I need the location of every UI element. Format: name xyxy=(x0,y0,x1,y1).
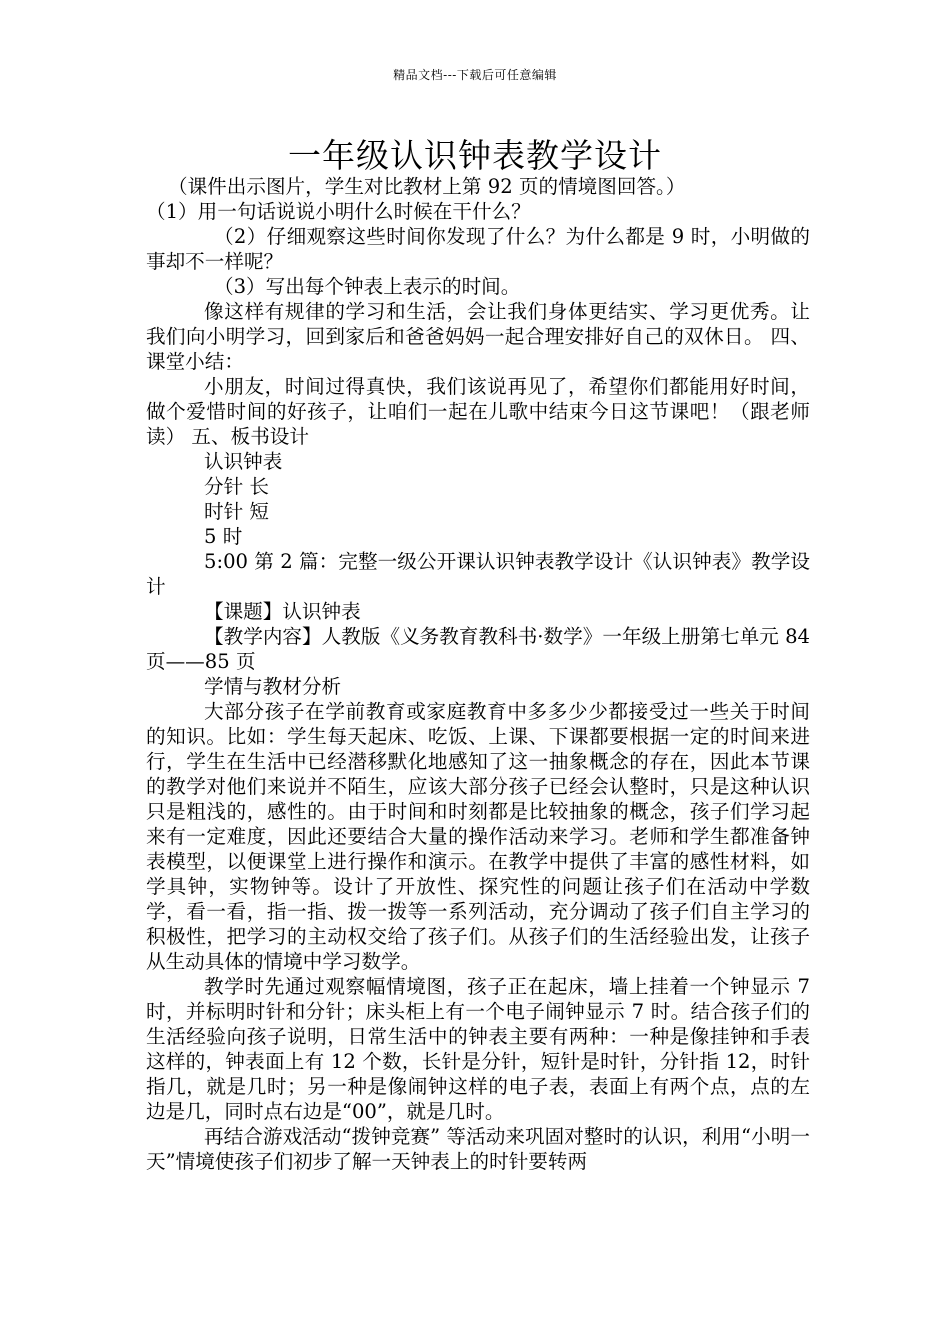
paragraph: 再结合游戏活动“拨钟竞赛” 等活动来巩固对整时的认识，利用“小明一天”情境使孩子们初步了解一天钟表上的时针要转两 xyxy=(146,1125,810,1173)
paragraph: （1）用一句话说说小明什么时候在干什么？ xyxy=(146,200,531,223)
paragraph: 【教学内容】人教版《义务教育教科书·数学》一年级上册第七单元 84 页——85 页 xyxy=(146,625,810,673)
paragraph: （课件出示图片，学生对比教材上第 92 页的情境图回答。） xyxy=(168,175,686,198)
paragraph: 教学时先通过观察幅情境图，孩子正在起床，墙上挂着一个钟显示 7 时，并标明时针和分针；床头柜上有一个电子闹钟显示 7 时。结合孩子们的生活经验向孩子说明，日常生活中的钟表主要有两种：一种是像挂钟和手表这样的，钟表面上有 12 个数，长针是分针，短针是时针，分针指 12，时针指几，就是几时；另一种是像闹钟这样的电子表，表面上有两个点，点的左边是几，同时点右边是“00”，就是几时。 xyxy=(146,975,810,1123)
paragraph: 像这样有规律的学习和生活，会让我们身体更结实、学习更优秀。让我们向小明学习，回到家后和爸爸妈妈一起合理安排好自己的双休日。 四、课堂小结： xyxy=(146,300,810,373)
paragraph: （2）仔细观察这些时间你发现了什么？为什么都是 9 时，小明做的事却不一样呢？ xyxy=(146,225,810,273)
paragraph: 认识钟表 xyxy=(204,450,283,473)
paragraph: 5 时 xyxy=(204,525,243,548)
paragraph: 【课题】认识钟表 xyxy=(204,600,361,623)
paragraph: （3）写出每个钟表上表示的时间。 xyxy=(214,275,521,298)
paragraph: 大部分孩子在学前教育或家庭教育中多多少少都接受过一些关于时间的知识。比如：学生每天起床、吃饭、上课、下课都要根据一定的时间来进行，学生在生活中已经潜移默化地感知了这一抽象概念的存在，因此本节课的教学对他们来说并不陌生，应该大部分孩子已经会认整时，只是这种认识只是粗浅的，感性的。由于时间和时刻都是比较抽象的概念，孩子们学习起来有一定难度，因此还要结合大量的操作活动来学习。老师和学生都准备钟表模型，以便课堂上进行操作和演示。在教学中提供了丰富的感性材料，如学具钟，实物钟等。设计了开放性、探究性的问题让孩子们在活动中学数学，看一看，指一指、拨一拨等一系列活动，充分调动了孩子们自主学习的积极性，把学习的主动权交给了孩子们。从孩子们的生活经验出发，让孩子从生动具体的情境中学习数学。 xyxy=(146,700,810,973)
paragraph: 时针 短 xyxy=(204,500,270,523)
paragraph: 学情与教材分析 xyxy=(204,675,342,698)
paragraph: 5:00 第 2 篇：完整一级公开课认识钟表教学设计《认识钟表》教学设计 xyxy=(146,550,810,598)
page-header: 精品文档---下载后可任意编辑 xyxy=(393,68,557,82)
document-body xyxy=(146,174,810,1174)
paragraph: 分针 长 xyxy=(204,475,270,498)
paragraph: 小朋友，时间过得真快，我们该说再见了，希望你们都能用好时间，做个爱惜时间的好孩子，让咱们一起在儿歌中结束今日这节课吧！（跟老师读） 五、板书设计 xyxy=(146,375,810,448)
document-title: 一年级认识钟表教学设计 xyxy=(288,136,662,175)
